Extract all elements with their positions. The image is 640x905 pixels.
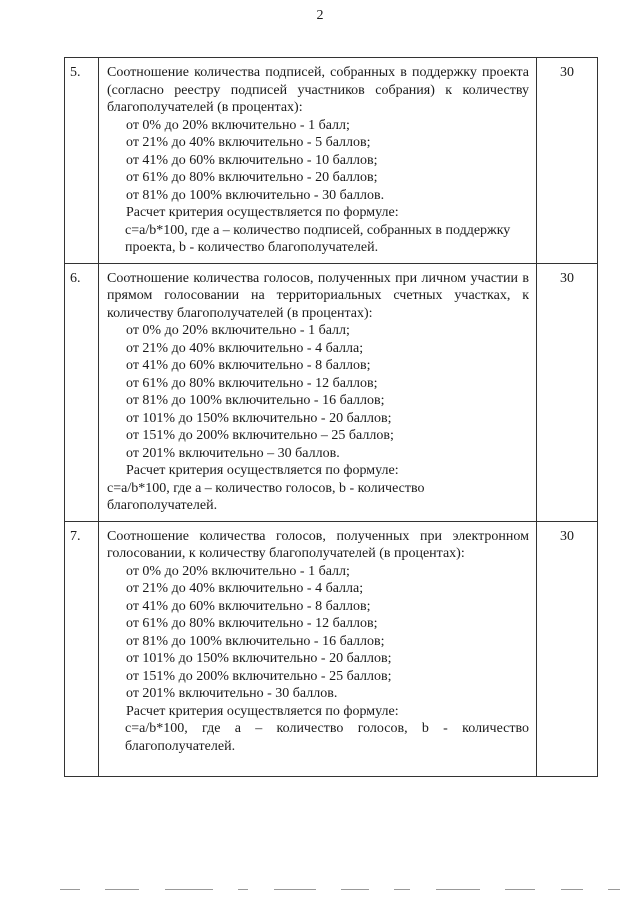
formula-text: c=a/b*100, где a – количество подписей, собранных в поддержку проекта, b - количество благополучателей. (125, 222, 511, 255)
page-number: 2 (316, 8, 324, 23)
table-row (65, 58, 598, 264)
range-item: от 21% до 40% включительно - 4 балла; (126, 340, 364, 356)
row-number: 6. (65, 263, 99, 521)
range-item: от 201% включительно – 30 баллов. (126, 445, 340, 461)
range-item: от 101% до 150% включительно - 20 баллов; (126, 651, 392, 666)
range-item: от 61% до 80% включительно - 20 баллов; (126, 170, 378, 185)
range-item: от 41% до 60% включительно - 8 баллов; (126, 358, 371, 373)
criterion-description (99, 263, 537, 521)
formula-label: Расчет критерия осуществляется по формуле: (126, 703, 399, 719)
table-row (65, 263, 598, 521)
range-item: от 0% до 20% включительно - 1 балл; (126, 117, 350, 133)
range-item: от 61% до 80% включительно - 12 баллов; (126, 375, 378, 391)
range-item: от 21% до 40% включительно - 4 балла; (126, 581, 364, 596)
criterion-intro: Соотношение количества голосов, полученных при электронном голосовании, к количеству благополучателей (в процентах): (107, 528, 529, 561)
formula-text: c=a/b*100, где a – количество голосов, b - количество благополучателей. (107, 480, 425, 513)
row-number: 7. (65, 521, 99, 776)
range-item: от 151% до 200% включительно – 25 баллов; (126, 428, 394, 443)
criterion-intro: Соотношение количества подписей, собранных в поддержку проекта (согласно реестру подписей участников собрания) к количеству благополучателей (в процентах): (107, 65, 529, 115)
range-item: от 21% до 40% включительно - 5 баллов; (126, 135, 371, 150)
scan-artifact-marks (60, 886, 620, 892)
formula-label: Расчет критерия осуществляется по формуле: (126, 463, 399, 478)
criterion-intro: Соотношение количества голосов, полученных при личном участии в прямом голосовании на территориальных счетных участках, к количеству благополучателей (в процентах): (107, 270, 529, 321)
max-score: 30 (537, 263, 598, 521)
range-item: от 0% до 20% включительно - 1 балл; (126, 563, 350, 579)
criteria-table (64, 57, 598, 777)
max-score: 30 (537, 521, 598, 776)
range-item: от 101% до 150% включительно - 20 баллов; (126, 410, 392, 426)
range-item: от 81% до 100% включительно - 30 баллов. (126, 187, 385, 203)
range-item: от 201% включительно - 30 баллов. (126, 686, 338, 701)
formula-label: Расчет критерия осуществляется по формуле: (126, 205, 399, 220)
row-number: 5. (65, 58, 99, 264)
range-item: от 61% до 80% включительно - 12 баллов; (126, 616, 378, 631)
range-item: от 41% до 60% включительно - 8 баллов; (126, 598, 371, 614)
formula-text: c=a/b*100, где a – количество голосов, b - количество благополучателей. (125, 721, 529, 754)
criterion-description (99, 521, 537, 776)
range-item: от 81% до 100% включительно - 16 баллов; (126, 393, 385, 408)
range-item: от 151% до 200% включительно - 25 баллов; (126, 668, 392, 684)
criterion-description (99, 58, 537, 264)
max-score: 30 (537, 58, 598, 264)
range-item: от 41% до 60% включительно - 10 баллов; (126, 152, 378, 168)
table-row (65, 521, 598, 776)
range-item: от 81% до 100% включительно - 16 баллов; (126, 633, 385, 649)
range-item: от 0% до 20% включительно - 1 балл; (126, 323, 350, 338)
